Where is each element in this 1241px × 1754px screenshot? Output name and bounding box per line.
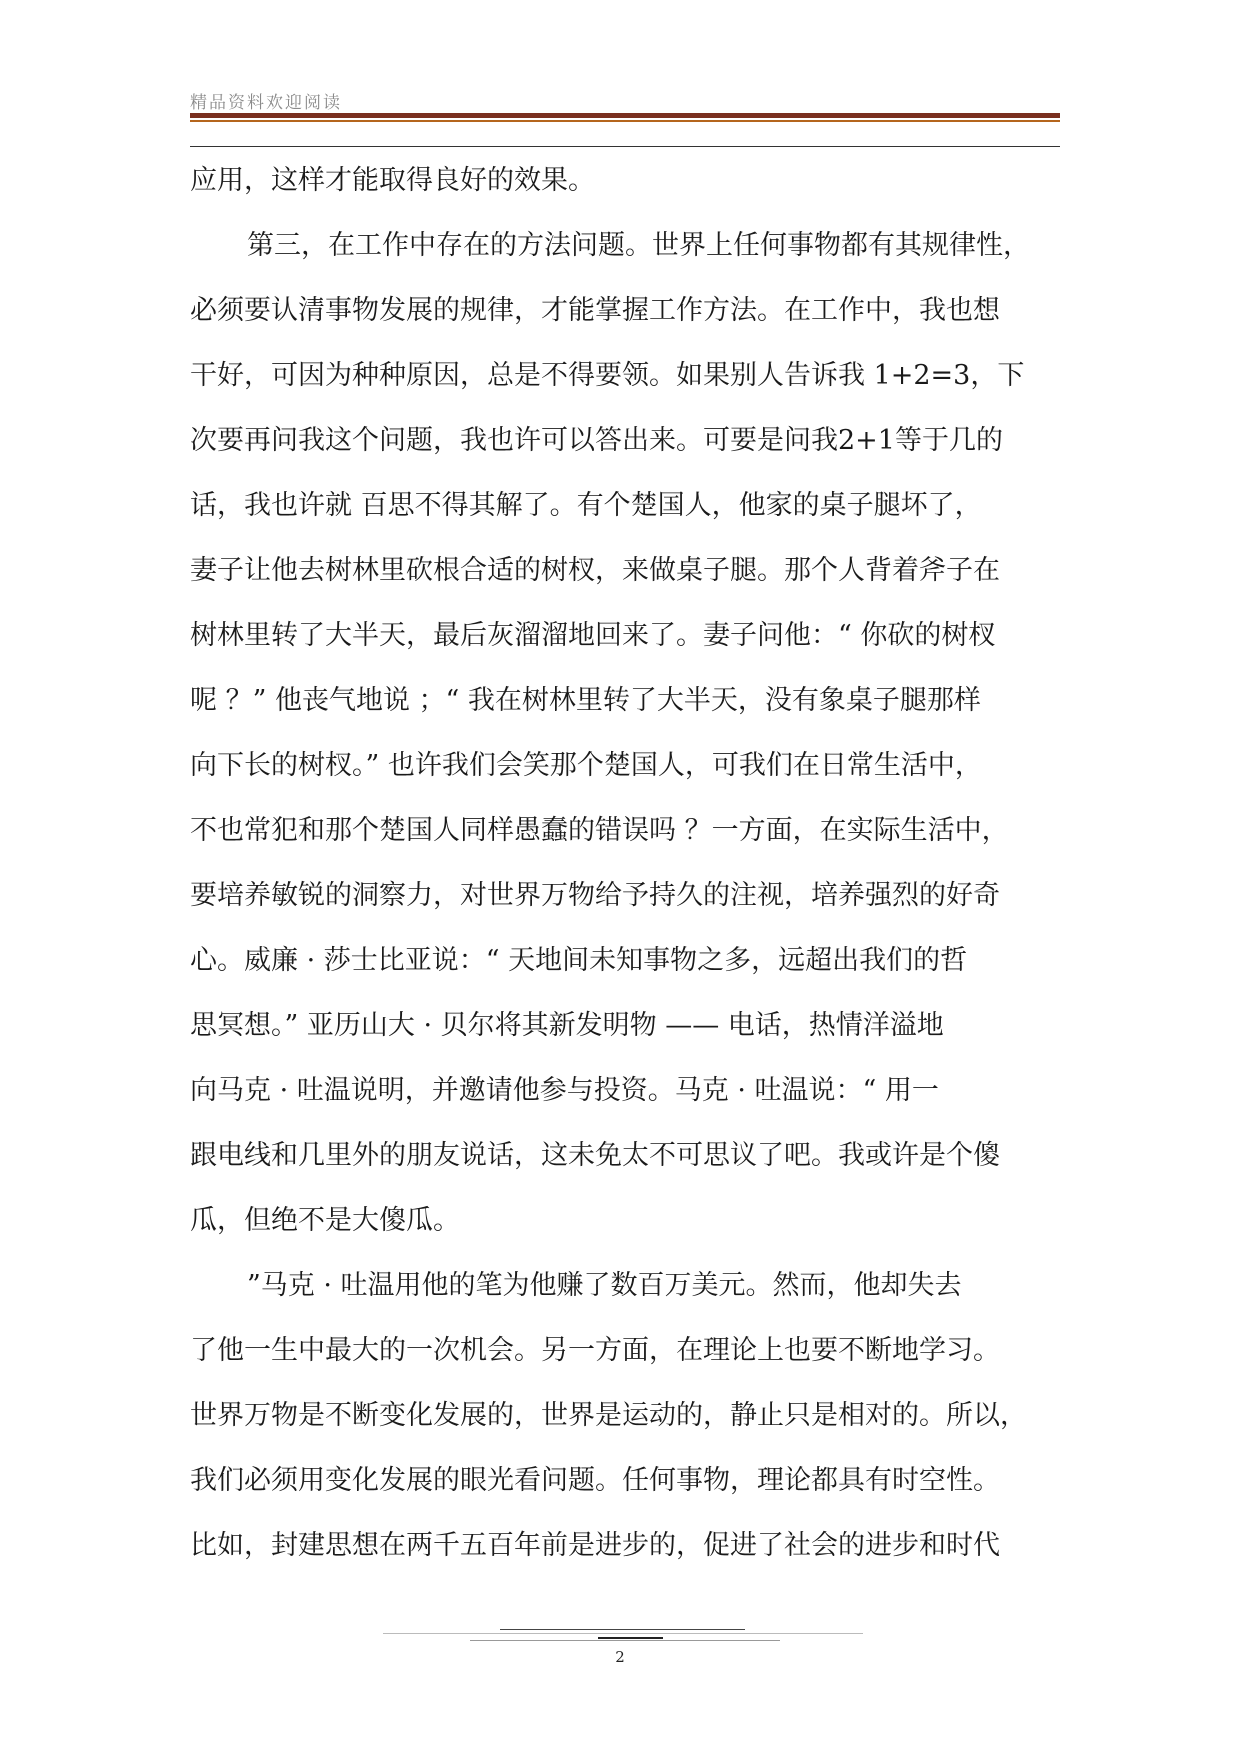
text-line: 思冥想。” 亚历山大 · 贝尔将其新发明物 —— 电话，热情洋溢地: [190, 1010, 944, 1041]
page-number: 2: [615, 1648, 625, 1666]
text-line: 呢 ？” 他丧气地说 ；“ 我在树林里转了大半天，没有象桌子腿那样: [190, 685, 981, 716]
text-line: 心。威廉 · 莎士比亚说：“ 天地间未知事物之多，远超出我们的哲: [190, 945, 968, 976]
footer-rule: [500, 1629, 745, 1630]
footer-rule: [598, 1637, 663, 1639]
footer-rule: [383, 1633, 863, 1634]
text-line: 向下长的树杈。” 也许我们会笑那个楚国人，可我们在日常生活中，: [190, 750, 982, 781]
text-line: 比如，封建思想在两千五百年前是进步的，促进了社会的进步和时代: [190, 1530, 1000, 1561]
text-line: 次要再问我这个问题，我也许可以答出来。可要是问我2+1等于几的: [190, 425, 1003, 456]
page-header-title: 精品资料欢迎阅读: [190, 93, 342, 113]
text-line: 向马克 · 吐温说明，并邀请他参与投资。马克 · 吐温说：“ 用一: [190, 1075, 939, 1106]
text-line: 跟电线和几里外的朋友说话，这未免太不可思议了吧。我或许是个傻: [190, 1140, 1000, 1171]
text-line: 应用，这样才能取得良好的效果。: [190, 165, 595, 196]
text-line: 世界万物是不断变化发展的，世界是运动的，静止只是相对的。所以，: [190, 1400, 1027, 1431]
text-line: 话，我也许就 百思不得其解了。有个楚国人，他家的桌子腿坏了，: [190, 490, 982, 521]
text-line: 要培养敏锐的洞察力，对世界万物给予持久的注视，培养强烈的好奇: [190, 880, 1000, 911]
header-rule-thick: [190, 113, 1060, 118]
text-line: 干好，可因为种种原因，总是不得要领。如果别人告诉我 1+2=3，下: [190, 360, 1025, 391]
text-line: 我们必须用变化发展的眼光看问题。任何事物，理论都具有时空性。: [190, 1465, 1000, 1496]
text-line: 了他一生中最大的一次机会。另一方面，在理论上也要不断地学习。: [190, 1335, 1000, 1366]
header-rule-under: [190, 146, 1060, 147]
text-line: ”马克 · 吐温用他的笔为他赚了数百万美元。然而，他却失去: [247, 1270, 962, 1301]
text-line: 必须要认清事物发展的规律，才能掌握工作方法。在工作中，我也想: [190, 295, 1000, 326]
body-text: [190, 148, 1070, 1578]
text-line: 树林里转了大半天，最后灰溜溜地回来了。妻子问他：“ 你砍的树杈: [190, 620, 996, 651]
text-line: 妻子让他去树林里砍根合适的树杈，来做桌子腿。那个人背着斧子在: [190, 555, 1000, 586]
text-line: 第三，在工作中存在的方法问题。世界上任何事物都有其规律性，: [247, 230, 1030, 261]
header-rule-thin: [190, 120, 1060, 122]
text-line: 不也常犯和那个楚国人同样愚蠢的错误吗 ？一方面，在实际生活中，: [190, 815, 1009, 846]
footer-rule: [470, 1640, 780, 1641]
text-line: 瓜，但绝不是大傻瓜。: [190, 1205, 460, 1236]
